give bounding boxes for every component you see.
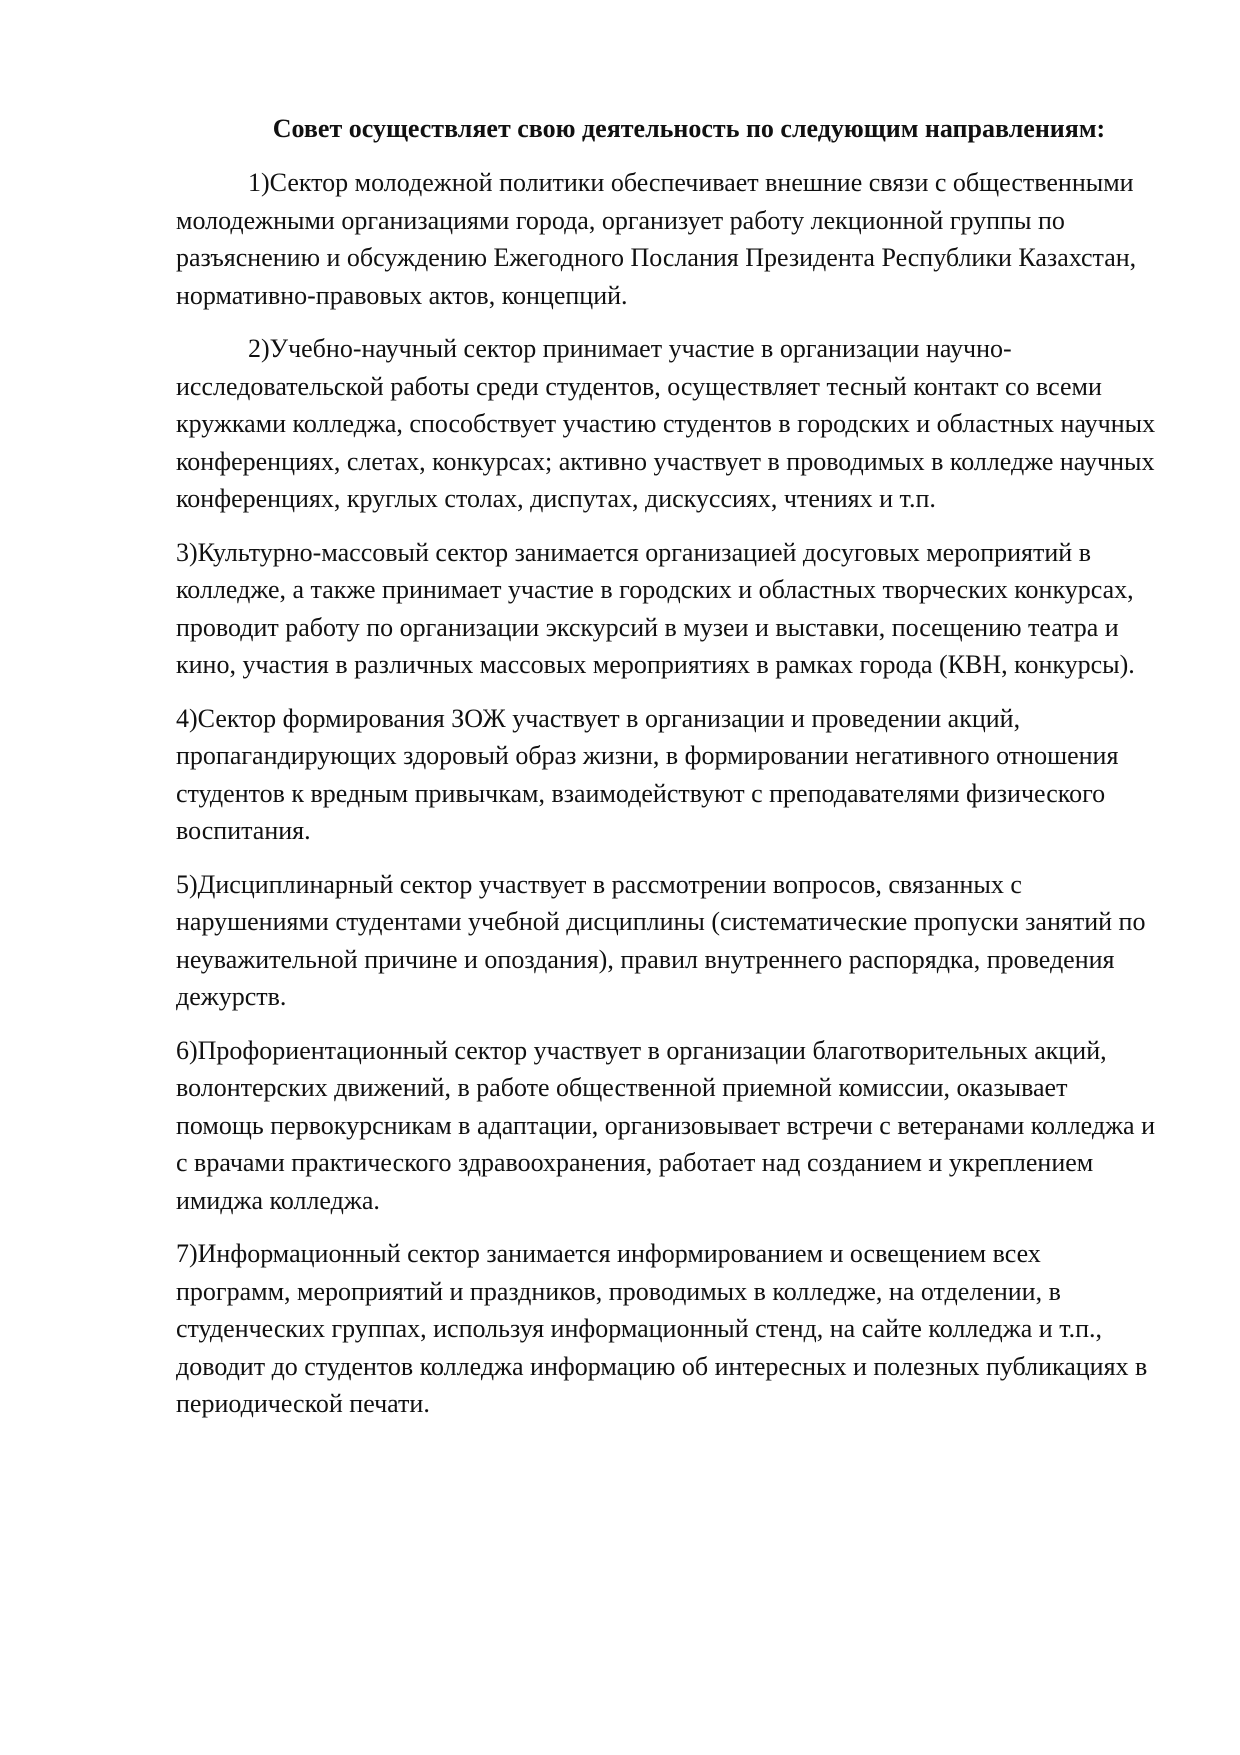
document-body [176, 110, 1158, 1439]
paragraph-information-sector: 7)Информационный сектор занимается информированием и освещением всех программ, мероприятий и праздников, проводимых в колледже, на отделении, в студенческих группах, используя информационный стенд, на сайте колледжа и т.п., доводит до студентов колледжа информацию об интересных и полезных публикациях в периодической печати. [176, 1239, 1148, 1418]
paragraph-youth-policy-sector: 1)Сектор молодежной политики обеспечивает внешние связи с общественными молодежными организациями города, организует работу лекционной группы по разъяснению и обсуждению Ежегодного Послания Президента Республики Казахстан, нормативно-правовых актов, концепций. [176, 168, 1137, 310]
paragraph-career-guidance-sector: 6)Профориентационный сектор участвует в организации благотворительных акций, волонтерских движений, в работе общественной приемной комиссии, оказывает помощь первокурсникам в адаптации, организовывает встречи с ветеранами колледжа и с врачами практического здравоохранения, работает над созданием и укреплением имиджа колледжа. [176, 1035, 1156, 1215]
paragraph-healthy-lifestyle-sector: 4)Сектор формирования ЗОЖ участвует в организации и проведении акций, пропагандирующих здоровый образ жизни, в формировании негативного отношения студентов к вредным привычкам, взаимодействуют с преподавателями физического воспитания. [176, 703, 1119, 845]
paragraph-cultural-sector: 3)Культурно-массовый сектор занимается организацией досуговых мероприятий в колледже, а также принимает участие в городских и областных творческих конкурсах, проводит работу по организации экскурсий в музеи и выставки, посещению театра и кино, участия в различных массовых мероприятиях в рамках города (КВН, конкурсы). [176, 537, 1135, 679]
document-heading: Совет осуществляет свою деятельность по следующим направлениям: [272, 114, 1106, 143]
paragraph-disciplinary-sector: 5)Дисциплинарный сектор участвует в рассмотрении вопросов, связанных с нарушениями студентами учебной дисциплины (систематические пропуски занятий по неуважительной причине и опоздания), правил внутреннего распорядка, проведения дежурств. [176, 869, 1146, 1011]
paragraph-academic-research-sector: 2)Учебно-научный сектор принимает участие в организации научно-исследовательской работы среди студентов, осуществляет тесный контакт со всеми кружками колледжа, способствует участию студентов в городских и областных научных конференциях, слетах, конкурсах; активно участвует в проводимых в колледже научных конференциях, круглых столах, диспутах, дискуссиях, чтениях и т.п. [176, 334, 1156, 513]
